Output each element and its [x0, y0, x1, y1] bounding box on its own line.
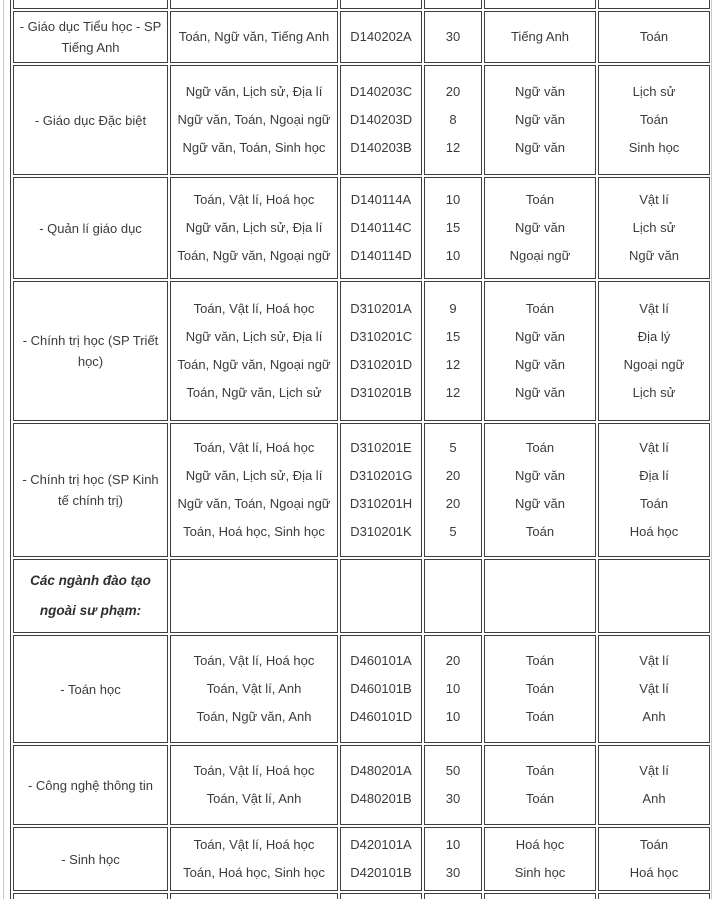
quota: 9: [449, 301, 457, 316]
main-subject: Toán: [525, 440, 555, 455]
quota: 15: [445, 220, 461, 235]
program-code: D140114A: [350, 192, 412, 207]
program-code-cell: [340, 65, 422, 175]
program-code: D460101B: [350, 681, 412, 696]
secondary-subject-cell: [598, 423, 710, 557]
secondary-subject-cell: [598, 745, 710, 825]
program-code: D140203D: [349, 112, 413, 127]
subject-combination-cell: [170, 281, 338, 421]
secondary-subject: Vật lí: [639, 681, 669, 696]
subject-combination: Toán, Ngữ văn, Lịch sử: [186, 385, 322, 400]
quota: 20: [445, 496, 461, 511]
empty-cell: [598, 0, 710, 9]
program-group-row: [13, 177, 710, 279]
program-code: D480201B: [350, 791, 412, 806]
quota: 5: [449, 524, 457, 539]
subject-combination: Toán, Ngữ văn, Ngoại ngữ: [177, 357, 331, 372]
program-name-cell: - Chính trị học (SP Triết học): [13, 281, 168, 421]
subject-combination: Toán, Vật lí, Hoá học: [193, 301, 315, 316]
quota: 12: [445, 357, 461, 372]
section-heading-cell: Các ngành đào tạo ngoài sư phạm:: [13, 559, 168, 633]
main-subject: Ngữ văn: [515, 385, 565, 400]
program-code: D140203B: [350, 140, 412, 155]
cutoff-row-top: [13, 0, 710, 9]
main-subject: Ngữ văn: [515, 496, 565, 511]
program-code: D140203C: [349, 84, 413, 99]
main-subject-cell: [484, 11, 596, 63]
quota: 30: [445, 29, 461, 44]
program-group-row: [13, 423, 710, 557]
subject-combination: Toán, Vật lí, Anh: [206, 791, 302, 806]
subject-combination: Ngữ văn, Toán, Ngoại ngữ: [177, 496, 331, 511]
empty-cell: [170, 0, 338, 9]
program-code-cell: [340, 281, 422, 421]
subject-combination-cell: [170, 827, 338, 891]
quota: 12: [445, 140, 461, 155]
quota: 20: [445, 468, 461, 483]
secondary-subject-cell: [598, 11, 710, 63]
quota-cell: [424, 281, 482, 421]
subject-combination: Ngữ văn, Toán, Sinh học: [182, 140, 326, 155]
subject-combination: Toán, Vật lí, Hoá học: [193, 192, 315, 207]
program-code: D310201C: [349, 329, 413, 344]
main-subject: Hoá học: [515, 837, 565, 852]
admissions-table: [10, 0, 712, 899]
page: [3, 0, 712, 899]
main-subject: Ngữ văn: [515, 140, 565, 155]
quota: 12: [445, 385, 461, 400]
subject-combination: Toán, Vật lí, Hoá học: [193, 837, 315, 852]
empty-cell: [340, 893, 422, 899]
program-code-cell: [340, 423, 422, 557]
subject-combination: Ngữ văn, Lịch sử, Địa lí: [185, 220, 323, 235]
program-name-cell: - Công nghệ thông tin: [13, 745, 168, 825]
secondary-subject: Toán: [639, 496, 669, 511]
secondary-subject: Địa lý: [637, 329, 671, 344]
empty-cell: [598, 893, 710, 899]
subject-combination: Toán, Ngữ văn, Tiếng Anh: [178, 29, 330, 44]
subject-combination: Toán, Ngữ văn, Anh: [196, 709, 312, 724]
program-name-cell: - Giáo dục Đặc biệt: [13, 65, 168, 175]
quota: 10: [445, 192, 461, 207]
main-subject: Ngữ văn: [515, 357, 565, 372]
secondary-subject-cell: [598, 177, 710, 279]
program-name-cell: - Sinh học: [13, 827, 168, 891]
secondary-subject: Hoá học: [629, 524, 679, 539]
secondary-subject: Vật lí: [639, 301, 669, 316]
secondary-subject: Hoá học: [629, 865, 679, 880]
main-subject: Ngữ văn: [515, 220, 565, 235]
program-code: D460101D: [349, 709, 413, 724]
quota: 10: [445, 681, 461, 696]
subject-combination: Toán, Hoá học, Sinh học: [183, 524, 325, 539]
secondary-subject-cell: [598, 65, 710, 175]
main-subject: Ngoại ngữ: [509, 248, 571, 263]
main-subject-cell: [484, 423, 596, 557]
main-subject: Toán: [525, 524, 555, 539]
program-code: D310201E: [350, 440, 412, 455]
empty-cell: [170, 893, 338, 899]
program-code-cell: [340, 177, 422, 279]
subject-combination-cell: [170, 177, 338, 279]
subject-combination-cell: [170, 635, 338, 743]
program-code: D310201D: [349, 357, 413, 372]
program-code-cell: [340, 11, 422, 63]
main-subject-cell: [484, 177, 596, 279]
main-subject: Toán: [525, 791, 555, 806]
secondary-subject: Anh: [642, 791, 666, 806]
subject-combination: Toán, Vật lí, Hoá học: [193, 440, 315, 455]
subject-combination-cell: [170, 11, 338, 63]
quota: 10: [445, 248, 461, 263]
main-subject-cell: [484, 745, 596, 825]
program-code: D310201A: [350, 301, 412, 316]
program-code-cell: [340, 559, 422, 633]
program-name-cell: - Giáo dục Tiểu học - SP Tiếng Anh: [13, 11, 168, 63]
program-code: D310201H: [349, 496, 413, 511]
quota: 30: [445, 791, 461, 806]
secondary-subject: Vật lí: [639, 763, 669, 778]
subject-combination: Toán, Vật lí, Anh: [206, 681, 302, 696]
main-subject: Toán: [525, 301, 555, 316]
quota-cell: [424, 745, 482, 825]
program-code-cell: [340, 635, 422, 743]
program-code: D310201B: [350, 385, 412, 400]
secondary-subject: Vật lí: [639, 440, 669, 455]
main-subject: Toán: [525, 763, 555, 778]
secondary-subject: Lịch sử: [632, 385, 676, 400]
main-subject-cell: [484, 281, 596, 421]
subject-combination: Toán, Hoá học, Sinh học: [183, 865, 325, 880]
empty-cell: [424, 0, 482, 9]
program-code: D420101A: [350, 837, 412, 852]
quota-cell: [424, 65, 482, 175]
empty-cell: [484, 893, 596, 899]
secondary-subject: Vật lí: [639, 192, 669, 207]
subject-combination: Toán, Vật lí, Hoá học: [193, 763, 315, 778]
quota: 8: [449, 112, 457, 127]
main-subject-cell: [484, 827, 596, 891]
quota: 20: [445, 653, 461, 668]
program-group-row: [13, 11, 710, 63]
secondary-subject: Lịch sử: [632, 84, 676, 99]
subject-combination: Ngữ văn, Lịch sử, Địa lí: [185, 329, 323, 344]
main-subject: Ngữ văn: [515, 329, 565, 344]
subject-combination-cell: [170, 65, 338, 175]
program-code: D140202A: [350, 29, 412, 44]
main-subject: Toán: [525, 653, 555, 668]
main-subject: Toán: [525, 709, 555, 724]
main-subject: Ngữ văn: [515, 84, 565, 99]
secondary-subject-cell: [598, 827, 710, 891]
quota: 10: [445, 837, 461, 852]
program-name-cell: - Quản lí giáo dục: [13, 177, 168, 279]
main-subject: Ngữ văn: [515, 468, 565, 483]
quota: 15: [445, 329, 461, 344]
empty-cell: [340, 0, 422, 9]
secondary-subject: Vật lí: [639, 653, 669, 668]
quota: 20: [445, 84, 461, 99]
secondary-subject: Ngoại ngữ: [623, 357, 685, 372]
quota: 5: [449, 440, 457, 455]
empty-cell: [13, 893, 168, 899]
subject-combination: Ngữ văn, Lịch sử, Địa lí: [185, 468, 323, 483]
program-code: D480201A: [350, 763, 412, 778]
secondary-subject-cell: [598, 635, 710, 743]
program-code: D140114C: [350, 220, 412, 235]
subject-combination: Ngữ văn, Lịch sử, Địa lí: [185, 84, 323, 99]
main-subject: Tiếng Anh: [510, 29, 570, 44]
secondary-subject: Toán: [639, 29, 669, 44]
quota-cell: [424, 177, 482, 279]
main-subject: Ngữ văn: [515, 112, 565, 127]
secondary-subject: Toán: [639, 837, 669, 852]
quota: 30: [445, 865, 461, 880]
program-name-cell: - Chính trị học (SP Kinh tế chính trị): [13, 423, 168, 557]
empty-cell: [484, 0, 596, 9]
program-code: D420101B: [350, 865, 412, 880]
program-code: D310201G: [349, 468, 413, 483]
subject-combination: Ngữ văn, Toán, Ngoại ngữ: [177, 112, 331, 127]
main-subject-cell: [484, 559, 596, 633]
cutoff-row-bottom: [13, 893, 710, 899]
secondary-subject: Địa lí: [639, 468, 669, 483]
main-subject-cell: [484, 635, 596, 743]
main-subject: Toán: [525, 681, 555, 696]
quota: 50: [445, 763, 461, 778]
quota-cell: [424, 559, 482, 633]
secondary-subject: Ngữ văn: [629, 248, 679, 263]
main-subject-cell: [484, 65, 596, 175]
secondary-subject: Sinh học: [628, 140, 680, 155]
main-subject: Sinh học: [514, 865, 566, 880]
program-group-row: [13, 65, 710, 175]
program-group-row: [13, 635, 710, 743]
secondary-subject-cell: [598, 281, 710, 421]
program-group-row: [13, 745, 710, 825]
quota-cell: [424, 827, 482, 891]
program-group-row: [13, 281, 710, 421]
subject-combination-cell: [170, 423, 338, 557]
secondary-subject: Toán: [639, 112, 669, 127]
subject-combination: Toán, Ngữ văn, Ngoại ngữ: [177, 248, 331, 263]
quota-cell: [424, 423, 482, 557]
program-code-cell: [340, 827, 422, 891]
subject-combination-cell: [170, 559, 338, 633]
program-code-cell: [340, 745, 422, 825]
empty-cell: [424, 893, 482, 899]
program-group-row: [13, 827, 710, 891]
secondary-subject: Anh: [642, 709, 666, 724]
program-code: D460101A: [350, 653, 412, 668]
quota: 10: [445, 709, 461, 724]
program-group-row: [13, 559, 710, 633]
program-name-cell: - Toán học: [13, 635, 168, 743]
subject-combination: Toán, Vật lí, Hoá học: [193, 653, 315, 668]
quota-cell: [424, 635, 482, 743]
secondary-subject-cell: [598, 559, 710, 633]
quota-cell: [424, 11, 482, 63]
program-code: D140114D: [350, 248, 412, 263]
main-subject: Toán: [525, 192, 555, 207]
empty-cell: [13, 0, 168, 9]
program-code: D310201K: [350, 524, 412, 539]
subject-combination-cell: [170, 745, 338, 825]
secondary-subject: Lịch sử: [632, 220, 676, 235]
